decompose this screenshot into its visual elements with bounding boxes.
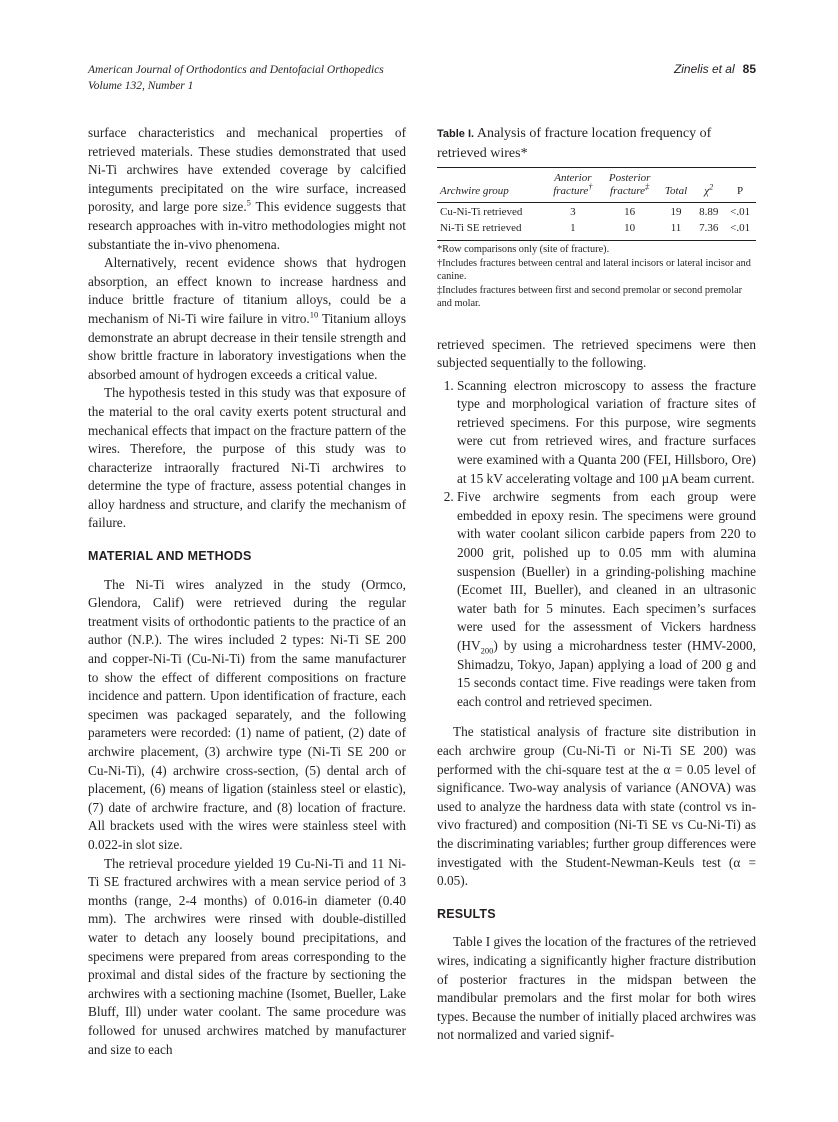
running-author: Zinelis et al <box>673 62 735 76</box>
table-footnotes <box>437 243 756 311</box>
running-header <box>88 62 756 94</box>
paragraph: retrieved specimen. The retrieved specimens were then subjected sequentially to the following. <box>437 336 756 371</box>
procedure-list <box>437 377 756 712</box>
paragraph-text: surface characteristics and mechanical properties of retrieved materials. These studies demonstrated that used Ni-Ti archwires have extended coverage by calcified integuments precipitated on the wire surface, increased porosity, and large pore size. <box>88 125 406 215</box>
header-total: Total <box>659 168 694 203</box>
table-row <box>437 219 756 241</box>
right-column <box>437 124 756 1045</box>
header-chi-square: $\chi^2$ <box>693 168 724 203</box>
header-p: P <box>724 168 756 203</box>
cell-posterior: 10 <box>601 219 659 241</box>
cell-chi: 7.36 <box>693 219 724 241</box>
table-row <box>437 203 756 220</box>
paragraph <box>88 124 406 254</box>
subscript: 200 <box>480 645 494 656</box>
paragraph: The hypothesis tested in this study was that exposure of the material to the oral cavity exerts potent structural and mechanical effects that impact on the fracture pattern of the wires. Therefore, the purpose of this study was to characterize intraorally fractured Ni-Ti archwires to determine the type of fracture, assess potential changes in alloy hardness and structure, and clarify the mechanism of failure. <box>88 385 406 531</box>
table-1 <box>437 124 756 311</box>
cell-p: <.01 <box>724 219 756 241</box>
fracture-table <box>437 167 756 241</box>
cell-chi: 8.89 <box>699 206 719 218</box>
cell-total: 19 <box>670 206 682 218</box>
header-anterior: Anterior fracture† <box>545 168 600 203</box>
cell-p: <.01 <box>730 206 751 218</box>
table-caption-text: Analysis of fracture location frequency of retrieved wires* <box>437 126 712 161</box>
list-item <box>457 488 756 711</box>
table-footnote: *Row comparisons only (site of fracture). <box>437 244 610 255</box>
header-group: Archwire group <box>437 168 545 203</box>
journal-title: American Journal of Orthodontics and Dentofacial Orthopedics <box>88 64 384 76</box>
paragraph <box>88 254 406 384</box>
table-footnote: †Includes fractures between central and lateral incisors or lateral incisor and canine. <box>437 257 751 282</box>
section-heading-results: RESULTS <box>437 906 496 921</box>
list-item-text: Five archwire segments from each group were embedded in epoxy resin. The specimens were ground with water coolant silicon carbide papers from 220 to 2000 grit, polished up to 0.05 mm with alumina suspension (Bueller) in a grinding-polishing machine (Ecomet III, Bueller), and cleaned in an ultrasonic water bath for 5 minutes. Each specimen’s surfaces were used for the assessment of Vickers hardness (HV <box>457 489 756 653</box>
citation-ref: 10 <box>309 309 319 320</box>
table-label: Table I. <box>437 128 475 140</box>
list-item-text: ) by using a microhardness tester (HMV-2000, Shimadzu, Tokyo, Japan) applying a load of 200 g and 15 seconds contact time. Five readings were taken from each control and retrieved specimen. <box>457 638 756 709</box>
paragraph: The statistical analysis of fracture site distribution in each archwire group (Cu-Ni-Ti or Ni-Ti SE 200) was performed with the chi-square test at the α = 0.05 level of significance. Two-way analysis of variance (ANOVA) was used to analyze the hardness data with state (control vs in-vivo fractured) and composition (Ni-Ti SE vs Cu-Ni-Ti) as the discriminating variables; further group differences were investigated with the Student-Newman-Keuls test (α = 0.05). <box>437 724 756 889</box>
cell-posterior: 16 <box>624 206 636 218</box>
left-column <box>88 124 406 1059</box>
paragraph: The retrieval procedure yielded 19 Cu-Ni-Ti and 11 Ni-Ti SE fractured archwires with a mean service period of 3 months (range, 2-4 months) of 0.016-in diameter (0.40 mm). The archwires were rinsed with double-distilled water to detach any loosely bound precipitations, and specimens were prepared from areas corresponding to the proximal and distal sides of the fracture by sectioning the archwires with a sectioning machine (Isomet, Bueller, Lake Bluff, Ill) under water coolant. The same procedure was followed for unused archwires matched by manufacturer and size to each <box>88 855 406 1057</box>
cell-group: Ni-Ti SE retrieved <box>437 219 545 241</box>
cell-total: 11 <box>659 219 694 241</box>
page-number: 85 <box>742 62 756 76</box>
table-footnote: ‡Includes fractures between first and second premolar or second premolar and molar. <box>437 284 743 309</box>
paragraph-text: This evidence suggests that research approaches with in-vitro methodologies might not substantiate the in-vivo phenomena. <box>88 199 407 252</box>
paragraph-text: Titanium alloys demonstrate an abrupt decrease in their tensile strength and show brittle fracture in laboratory investigations when the absorbed amount of hydrogen exceeds a critical value. <box>88 310 406 382</box>
section-heading-methods: MATERIAL AND METHODS <box>88 549 252 564</box>
journal-volume: Volume 132, Number 1 <box>88 80 194 92</box>
header-posterior: Posterior fracture‡ <box>601 168 659 203</box>
table-caption <box>437 124 756 163</box>
citation-ref: 5 <box>246 197 251 208</box>
cell-anterior: 3 <box>570 206 576 218</box>
author-page-info <box>674 62 756 77</box>
cell-group: Cu-Ni-Ti retrieved <box>440 206 523 218</box>
paragraph-text: Alternatively, recent evidence shows that hydrogen absorption, an effect known to increase hardness and induce brittle fracture of titanium alloys, could be a mechanism of Ni-Ti wire failure in vitro. <box>88 255 406 326</box>
paragraph: Table I gives the location of the fractures of the retrieved wires, indicating a significantly higher fracture distribution of posterior fractures in the midspan between the mandibular premolars and the first molar for both wires types. Because the number of initially placed archwires was not normalized and varied signif- <box>437 934 756 1043</box>
cell-anterior: 1 <box>545 219 600 241</box>
list-item: 1. Scanning electron microscopy to assess the fracture type and morphological variation of fracture sites of retrieved specimens. For this purpose, wire segments were cut from retrieved wires, and fracture surfaces were examined with a Quanta 200 (FEI, Hillsboro, Ore) at 15 kV accelerating voltage and 100 µA beam current. <box>457 377 756 489</box>
paragraph: The Ni-Ti wires analyzed in the study (Ormco, Glendora, Calif) were retrieved during the regular treatment visits of orthodontic patients to the practice of an author (N.P.). The wires included 2 types: Ni-Ti SE 200 and copper-Ni-Ti (Cu-Ni-Ti) from the same manufacturer to show the effect of different compositions on fracture incidence and pattern. Upon identification of fracture, each specimen was packaged separately, and the following parameters were recorded: (1) name of patient, (2) date of archwire placement, (3) archwire type (Ni-Ti SE 200 or Cu-Ni-Ti), (4) archwire cross-section, (5) dental arch of placement, (6) means of ligation (stainless steel or elastic), (7) date of archwire fracture, and (8) location of fracture. All brackets used with the wires were stainless steel with 0.022-in slot size. <box>88 576 406 852</box>
